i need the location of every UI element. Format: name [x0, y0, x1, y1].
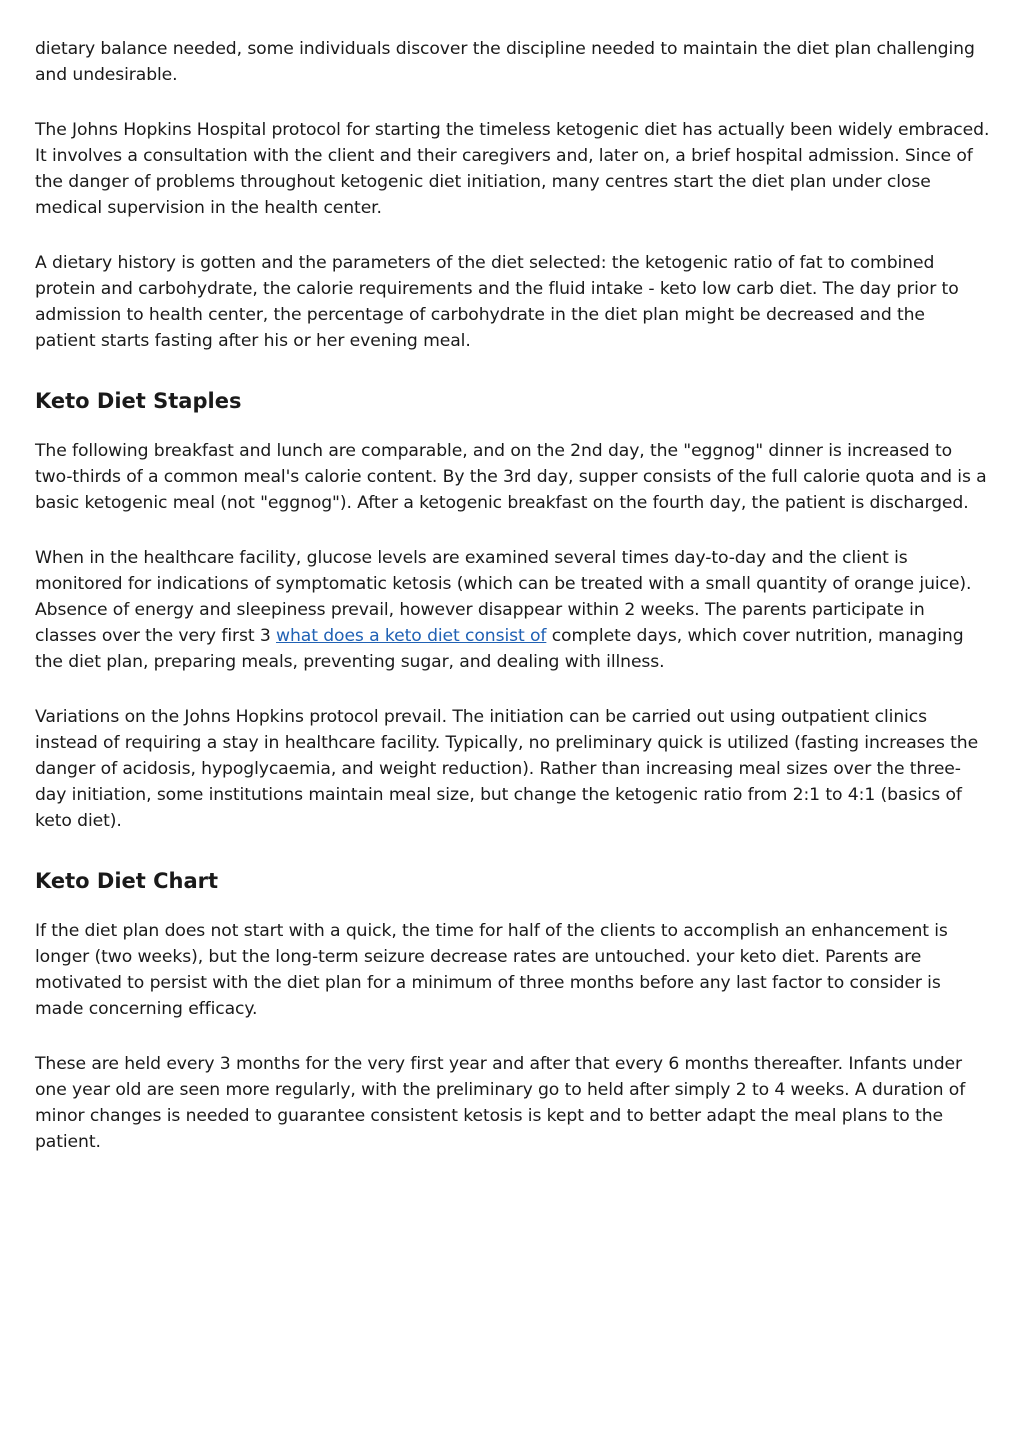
heading-keto-diet-staples: Keto Diet Staples — [35, 389, 242, 413]
paragraph-breakfast-lunch: The following breakfast and lunch are comparable, and on the 2nd day, the "eggnog" dinner is increased to two-thirds of a common meal's calorie content. By the 3rd day, supper consists of the full calorie quota and is a basic ketogenic meal (not "eggnog"). After a ketogenic breakfast on the fourth day, the patient is discharged. — [35, 441, 987, 513]
document-page — [35, 36, 990, 1184]
keto-diet-link[interactable]: what does a keto diet consist of — [276, 626, 547, 646]
paragraph-hopkins-protocol: The Johns Hopkins Hospital protocol for starting the timeless ketogenic diet has actually been widely embraced. It involves a consultation with the client and their caregivers and, later on, a brief hospital admission. Since of the danger of problems throughout ketogenic diet initiation, many centres start the diet plan under close medical supervision in the health center. — [35, 120, 990, 218]
paragraph-dietary-history: A dietary history is gotten and the parameters of the diet selected: the ketogenic ratio of fat to combined protein and carbohydrate, the calorie requirements and the fluid intake - keto low carb diet. The day prior to admission to health center, the percentage of carbohydrate in the diet plan might be decreased and the patient starts fasting after his or her evening meal. — [35, 253, 959, 351]
paragraph-follow-up-schedule: These are held every 3 months for the very first year and after that every 6 months thereafter. Infants under one year old are seen more regularly, with the preliminary go to held after simply 2 to 4 weeks. A duration of minor changes is needed to guarantee consistent ketosis is kept and to better adapt the meal plans to the patient. — [35, 1054, 966, 1152]
paragraph-healthcare-facility — [35, 545, 990, 675]
paragraph-intro: dietary balance needed, some individuals discover the discipline needed to maintain the diet plan challenging and undesirable. — [35, 39, 975, 85]
heading-keto-diet-chart: Keto Diet Chart — [35, 869, 219, 893]
paragraph-variations: Variations on the Johns Hopkins protocol prevail. The initiation can be carried out using outpatient clinics instead of requiring a stay in healthcare facility. Typically, no preliminary quick is utilized (fasting increases the danger of acidosis, hypoglycaemia, and weight reduction). Rather than increasing meal sizes over the three-day initiation, some institutions maintain meal size, but change the ketogenic ratio from 2:1 to 4:1 (basics of keto diet). — [35, 707, 979, 831]
paragraph-no-quick-start: If the diet plan does not start with a quick, the time for half of the clients to accomplish an enhancement is longer (two weeks), but the long-term seizure decrease rates are untouched. your keto diet. Parents are motivated to persist with the diet plan for a minimum of three months before any last factor to consider is made concerning efficacy. — [35, 921, 948, 1019]
paragraph-text-before-link: When in the healthcare facility, glucose levels are examined several times day-to-day and the client is monitored for indications of symptomatic ketosis (which can be treated with a small quantity of orange juice). Absence of energy and sleepiness prevail, however disappear within 2 weeks. The parents participate in classes over the very first 3 — [35, 548, 972, 646]
paragraph-text-after-link: complete days, which cover nutrition, managing the diet plan, preparing meals, preventing sugar, and dealing with illness. — [35, 626, 964, 672]
